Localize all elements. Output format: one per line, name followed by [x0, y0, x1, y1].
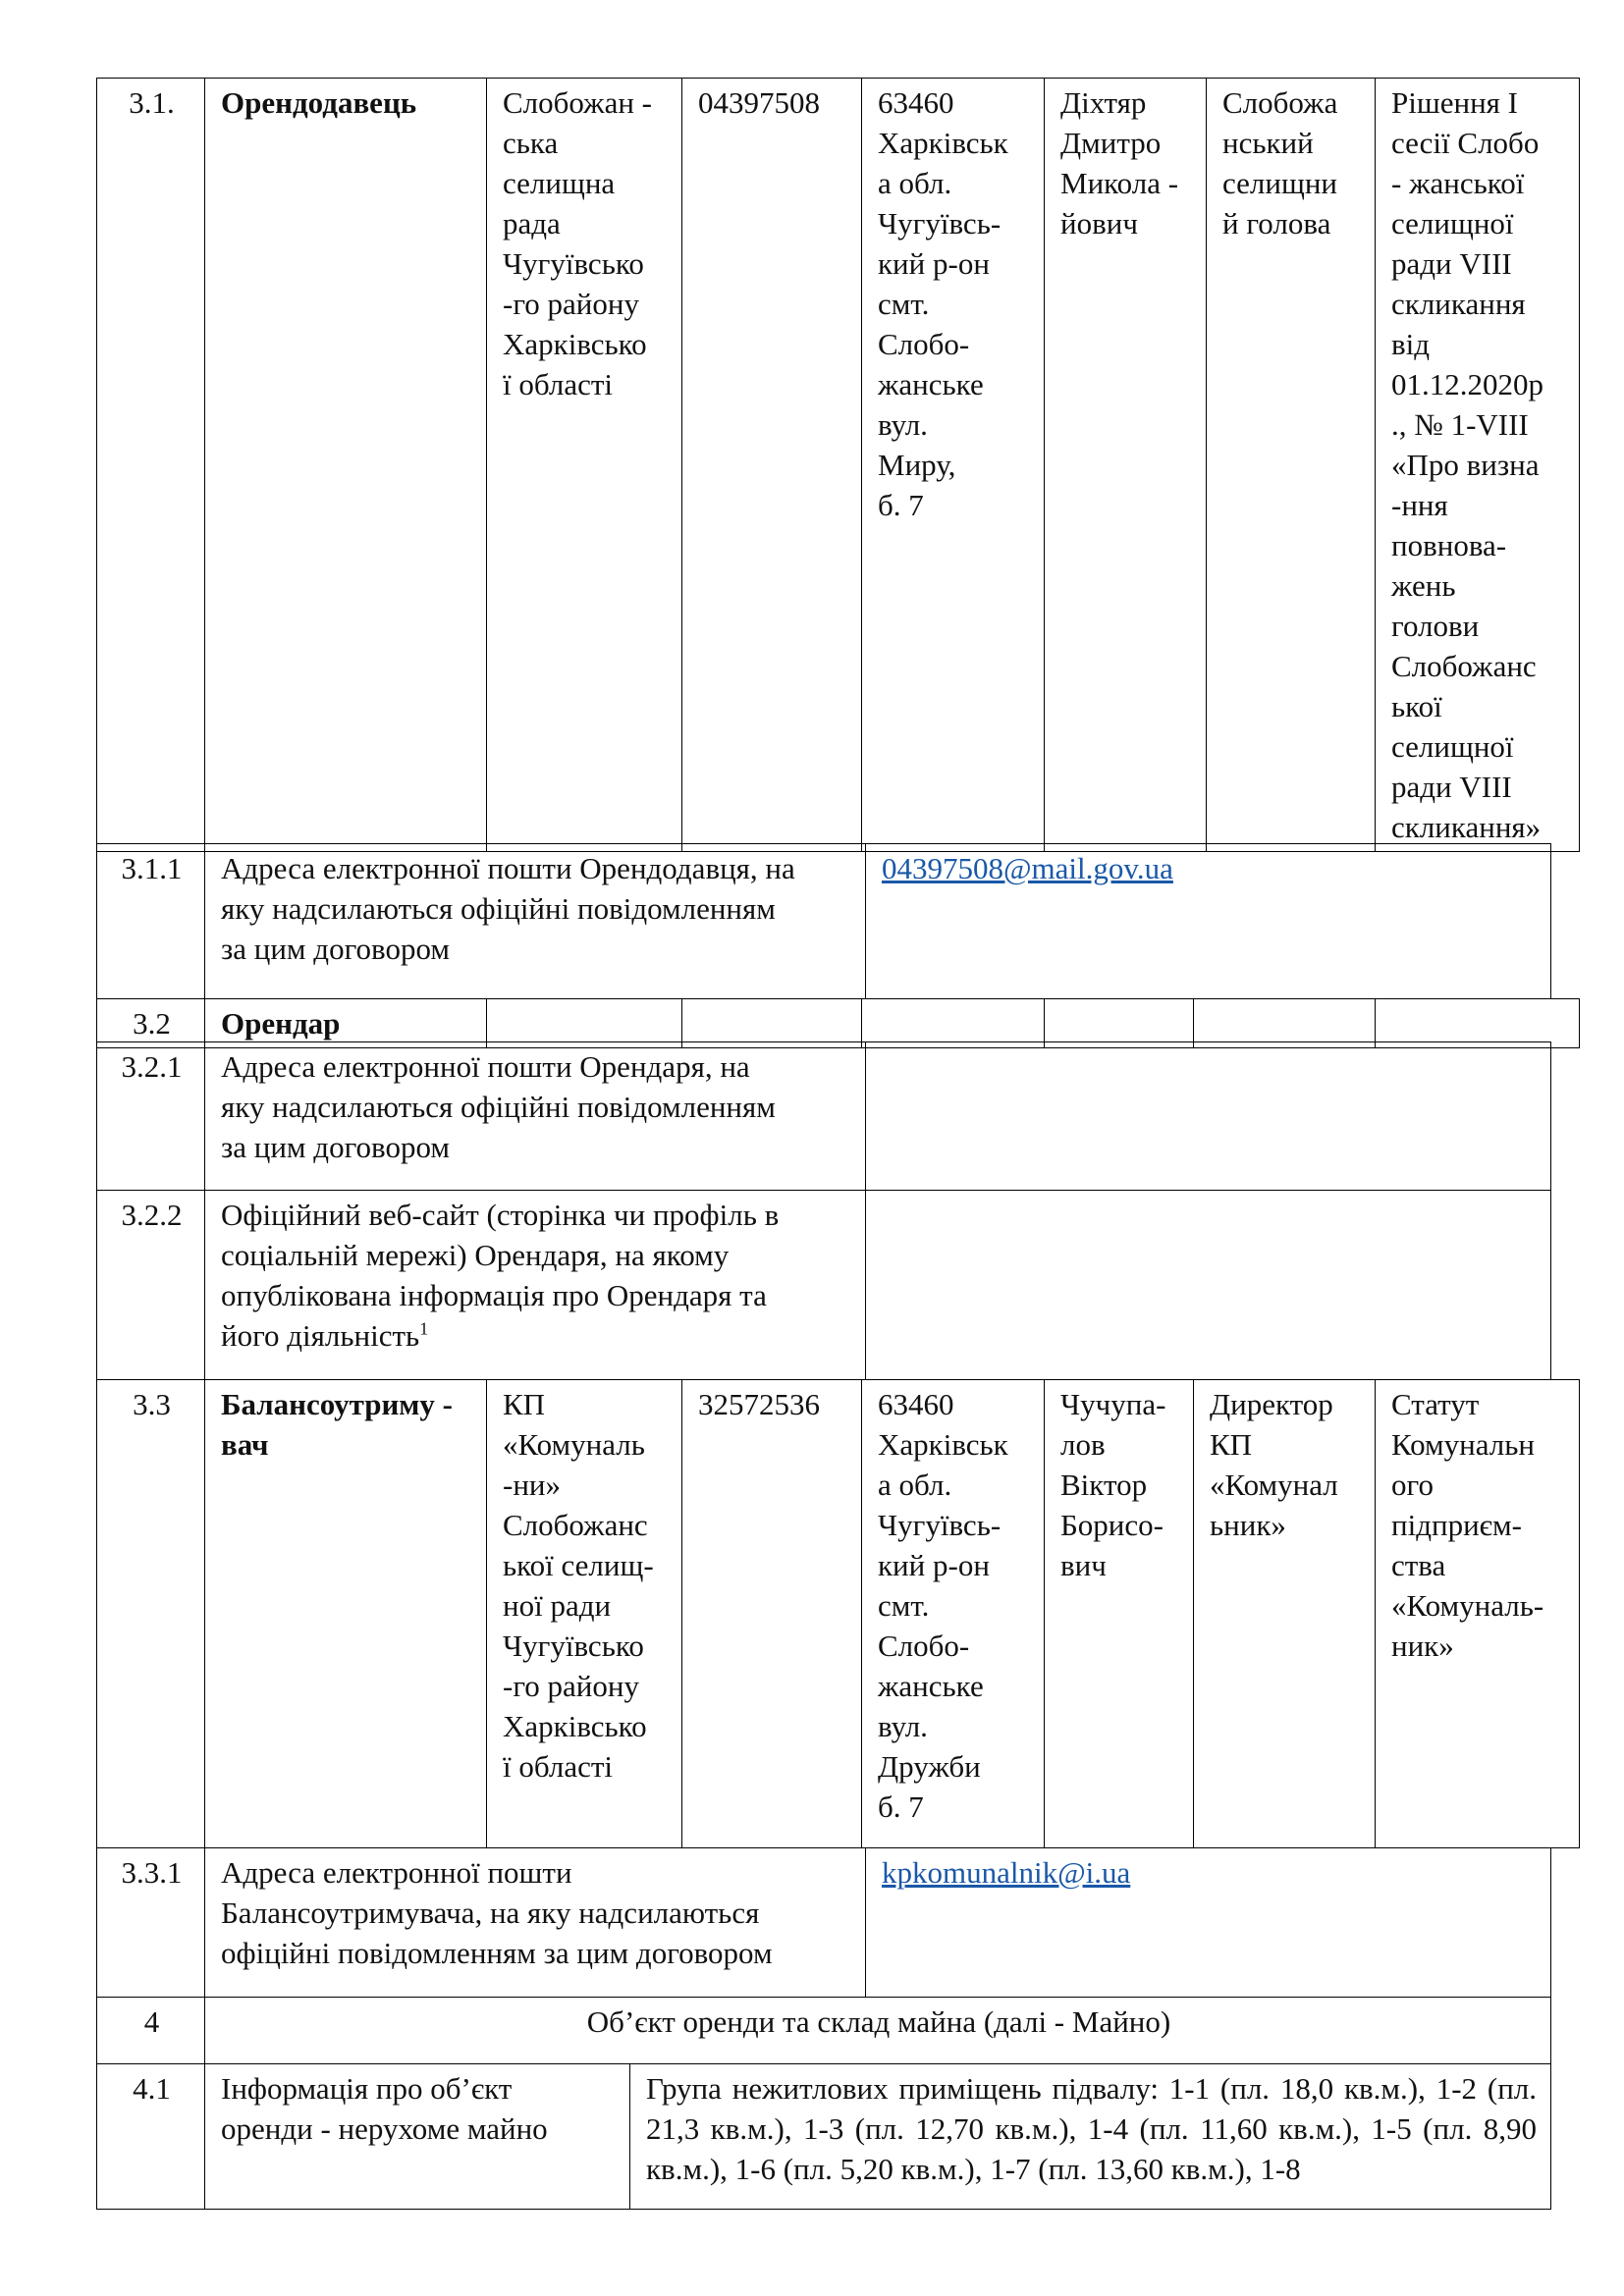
- row-3-2-1-label: Адреса електронної пошти Орендаря, на яку надсилаються офіційні повідомленням за цим договором: [205, 1042, 866, 1191]
- row-3-3-name: КП «Комуналь -ни» Слобожанс ької селищ- ної ради Чугуївсько -го району Харківсько ї області: [487, 1380, 682, 1848]
- row-3-1-1-number: 3.1.1: [97, 844, 205, 999]
- row-3-1-1-label: Адреса електронної пошти Орендодавця, на яку надсилаються офіційні повідомленням за цим договором: [205, 844, 866, 999]
- row-3-2-2-label-cell: [205, 1191, 866, 1380]
- row-3-1-table: [96, 78, 1580, 852]
- row-3-1-person: Діхтяр Дмитро Микола - йович: [1045, 79, 1207, 852]
- footnote-marker[interactable]: 1: [419, 1318, 429, 1339]
- landlord-email-link[interactable]: 04397508@mail.gov.ua: [882, 851, 1173, 885]
- row-3-1-address: 63460 Харківськ а обл. Чугуївсь- кий р-он смт. Слобо- жанське вул. Миру, б. 7: [862, 79, 1045, 852]
- row-3-3-code: 32572536: [682, 1380, 862, 1848]
- row-3-3-1-number: 3.3.1: [97, 1848, 205, 1998]
- section-4-title: Об’єкт оренди та склад майна (далі - Майно): [205, 1998, 1551, 2064]
- row-3-1-role: Орендодавець: [205, 79, 487, 852]
- row-3-2-basis: [1376, 999, 1580, 1048]
- row-3-2-1-number: 3.2.1: [97, 1042, 205, 1191]
- row-3-2-role: Орендар: [205, 999, 487, 1048]
- row-3-1-name: Слобожан - ська селищна рада Чугуївсько -го району Харківсько ї області: [487, 79, 682, 852]
- row-3-1-code: 04397508: [682, 79, 862, 852]
- row-3-2-2-label: Офіційний веб-сайт (сторінка чи профіль в соціальній мережі) Орендаря, на якому опублікована інформація про Орендаря та його діяльність: [221, 1198, 780, 1353]
- row-3-3-table: [96, 1379, 1580, 1848]
- row-3-2-position: [1194, 999, 1376, 1048]
- row-4-1-number: 4.1: [97, 2064, 205, 2210]
- row-3-3-basis: Статут Комунальн ого підприєм- ства «Комуналь- ник»: [1376, 1380, 1580, 1848]
- row-4-number: 4: [97, 1998, 205, 2064]
- row-3-1-1-table: [96, 843, 1551, 999]
- row-3-2-person: [1045, 999, 1194, 1048]
- row-3-3-address: 63460 Харківськ а обл. Чугуївсь- кий р-он смт. Слобо- жанське вул. Дружби б. 7: [862, 1380, 1045, 1848]
- row-3-2-address: [862, 999, 1045, 1048]
- row-3-3-1-table: [96, 1847, 1551, 1998]
- row-3-2-name: [487, 999, 682, 1048]
- row-3-3-number: 3.3: [97, 1380, 205, 1848]
- row-3-1-number: 3.1.: [97, 79, 205, 852]
- row-4-1-table: [96, 2063, 1551, 2210]
- row-4-1-label: Інформація про об’єкт оренди - нерухоме майно: [205, 2064, 630, 2210]
- row-3-3-person: Чучупа- лов Віктор Борисо- вич: [1045, 1380, 1194, 1848]
- row-4-1-property-description: Група нежитлових приміщень підвалу: 1-1 (пл. 18,0 кв.м.), 1-2 (пл. 21,3 кв.м.), 1-3 (пл. 12,70 кв.м.), 1-4 (пл. 11,60 кв.м.), 1-5 (пл. 8,90 кв.м.), 1-6 (пл. 5,20 кв.м.), 1-7 (пл. 13,60 кв.м.), 1-8: [630, 2064, 1551, 2210]
- row-3-2-x-table: [96, 1041, 1551, 1380]
- row-3-1-position: Слобожа нський селищни й голова: [1207, 79, 1376, 852]
- row-3-2-2-number: 3.2.2: [97, 1191, 205, 1380]
- row-3-2-number: 3.2: [97, 999, 205, 1048]
- row-3-3-position: Директор КП «Комунал ьник»: [1194, 1380, 1376, 1848]
- row-3-1-1-email-cell: [866, 844, 1551, 999]
- row-3-2-1-email-cell: [866, 1042, 1551, 1191]
- row-3-1-basis: Рішення I сесії Слобо - жанської селищної ради VIII скликання від 01.12.2020р ., № 1-VIII «Про визна -ння повнова- жень голови Слобожанс ької селищної ради VIII скликання»: [1376, 79, 1580, 852]
- row-3-3-role: Балансоутриму - вач: [205, 1380, 487, 1848]
- row-3-2-code: [682, 999, 862, 1048]
- row-3-3-1-label: Адреса електронної пошти Балансоутримувача, на яку надсилаються офіційні повідомленням за цим договором: [205, 1848, 866, 1998]
- row-3-3-1-email-cell: [866, 1848, 1551, 1998]
- row-3-2-2-website-cell: [866, 1191, 1551, 1380]
- balance-holder-email-link[interactable]: kpkomunalnik@i.ua: [882, 1855, 1131, 1890]
- row-4-table: [96, 1997, 1551, 2064]
